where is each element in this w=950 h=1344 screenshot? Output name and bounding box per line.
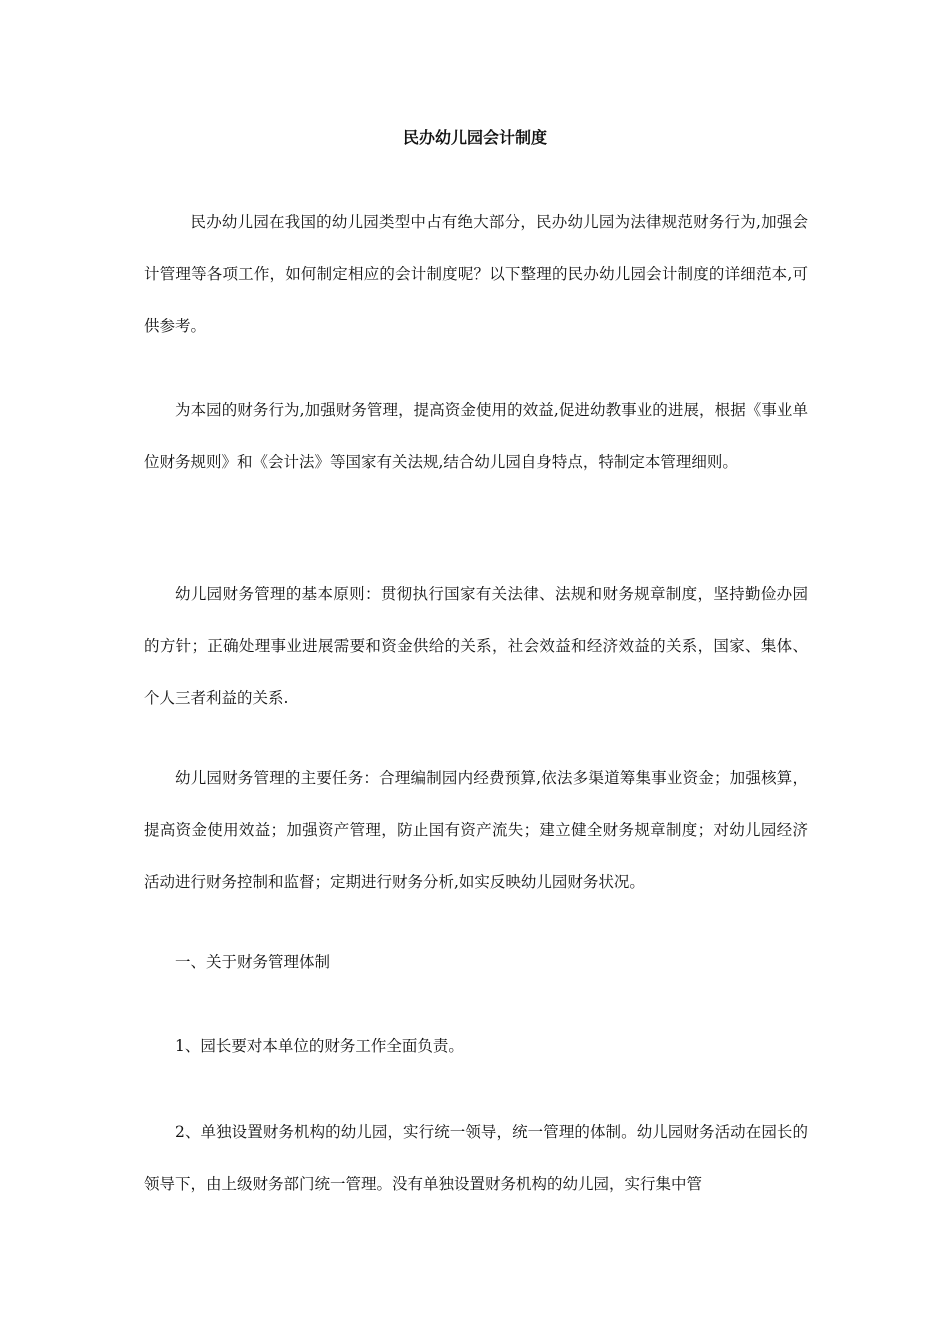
list-item-1: 1、园长要对本单位的财务工作全面负责。 (175, 1037, 464, 1055)
section-heading-management-system: 一、关于财务管理体制 (175, 953, 331, 971)
paragraph-principles: 幼儿园财务管理的基本原则：贯彻执行国家有关法律、法规和财务规章制度，坚持勤俭办园的方针；正确处理事业进展需要和资金供给的关系，社会效益和经济效益的关系，国家、集体、个人三者利益的关系. (144, 585, 808, 707)
paragraph-tasks: 幼儿园财务管理的主要任务：合理编制园内经费预算,依法多渠道筹集事业资金；加强核算，提高资金使用效益；加强资产管理，防止国有资产流失；建立健全财务规章制度；对幼儿园经济活动进行财务控制和监督；定期进行财务分析,如实反映幼儿园财务状况。 (144, 769, 808, 891)
paragraph-intro: 民办幼儿园在我国的幼儿园类型中占有绝大部分，民办幼儿园为法律规范财务行为,加强会计管理等各项工作，如何制定相应的会计制度呢？以下整理的民办幼儿园会计制度的详细范本,可供参考。 (144, 213, 808, 335)
list-item-2: 2、单独设置财务机构的幼儿园，实行统一领导，统一管理的体制。幼儿园财务活动在园长的领导下，由上级财务部门统一管理。没有单独设置财务机构的幼儿园，实行集中管 (144, 1123, 808, 1193)
document-title: 民办幼儿园会计制度 (402, 128, 547, 147)
paragraph-purpose: 为本园的财务行为,加强财务管理，提高资金使用的效益,促进幼教事业的进展，根据《事业单位财务规则》和《会计法》等国家有关法规,结合幼儿园自身特点，特制定本管理细则。 (144, 401, 808, 471)
